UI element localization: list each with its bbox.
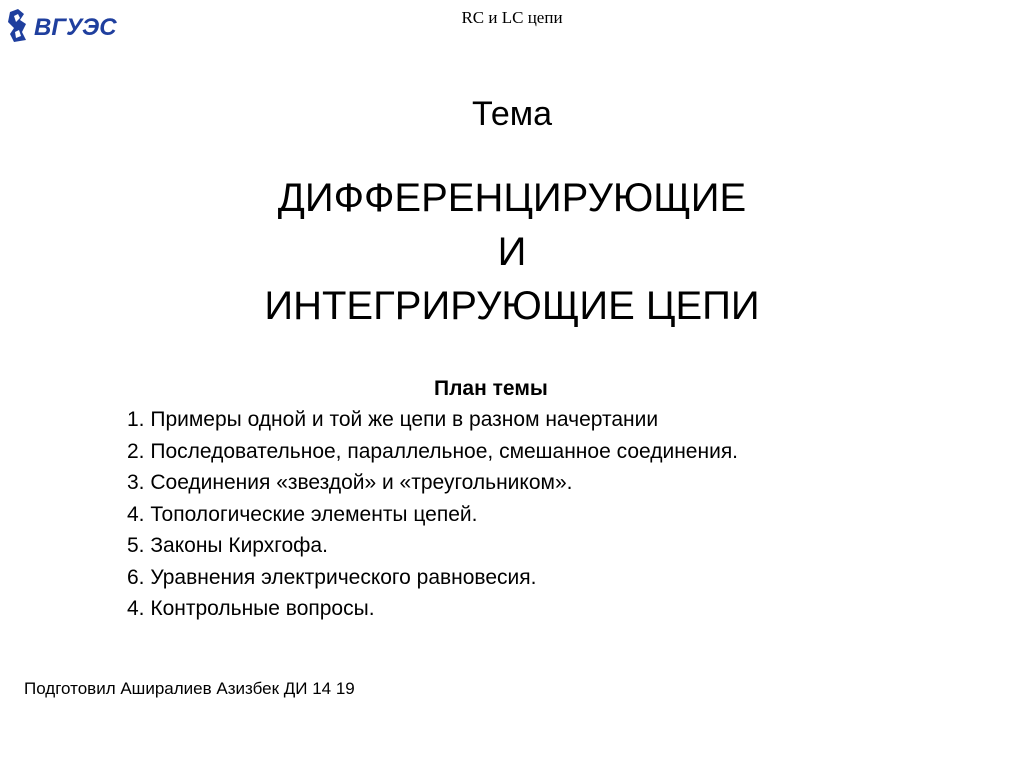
plan-item: 6. Уравнения электрического равновесия. (127, 565, 537, 589)
plan-item: 4. Контрольные вопросы. (127, 597, 375, 620)
plan-item: 4. Топологические элементы цепей. (127, 502, 478, 526)
plan-heading: План темы (434, 377, 548, 400)
header-title: RC и LC цепи (461, 8, 563, 27)
plan-list (127, 404, 738, 625)
slide-title-line: И (497, 230, 527, 274)
slide-title-line: ДИФФЕРЕНЦИРУЮЩИЕ (277, 176, 747, 220)
logo-wordmark: ВГУЭС (34, 14, 117, 41)
plan-item: 3. Соединения «звездой» и «треугольником». (127, 471, 573, 494)
plan-item: 5. Законы Кирхгофа. (127, 534, 328, 557)
author-credit: Подготовил Аширалиев Азизбек ДИ 14 19 (24, 679, 355, 698)
topic-label: Тема (471, 95, 553, 133)
slide-title (0, 171, 1024, 333)
plan-item: 1. Примеры одной и той же цепи в разном начертании (127, 408, 659, 431)
slide-title-line: ИНТЕГРИРУЮЩИЕ ЦЕПИ (264, 284, 760, 328)
plan-item: 2. Последовательное, параллельное, смешанное соединения. (127, 439, 739, 463)
